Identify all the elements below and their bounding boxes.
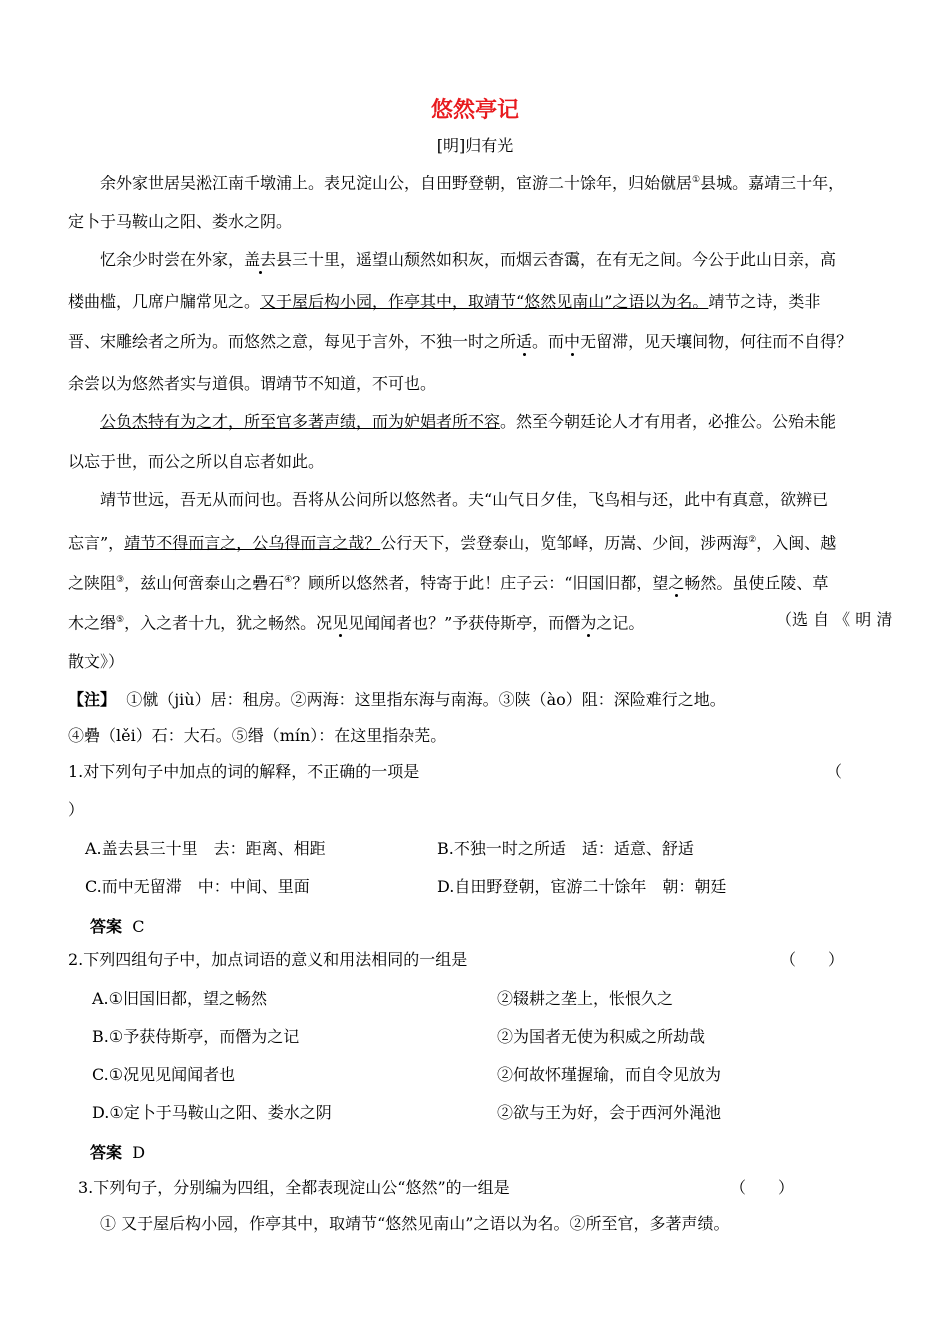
text: 见闻闻者也？”予获侍斯亭，而僭 [348,613,581,633]
text: ①僦（jiù）居：租房。②两海：这里指东海与南海。③陕（ào）阻：深险难行之地。 [126,690,726,709]
paragraph-3-line-1 [100,412,836,432]
paragraph-2-line-4: 余尝以为悠然者实与道俱。谓靖节不知道，不可也。 [68,374,437,393]
notes-line-1 [68,690,726,710]
question-1-answer [90,914,144,937]
footnote-marker: ④ [284,575,293,585]
question-2-option-c1: C.①况见见闻闻者也 [92,1065,236,1084]
dotted-word: 为 [580,613,597,633]
question-2-option-a2: ②辍耕之垄上，怅恨久之 [497,989,674,1008]
question-2-answer [90,1140,145,1163]
question-3-line-1: ① 又于屋后构小园，作亭其中，取靖节“悠然见南山”之语以为名。②所至官，多著声绩。 [100,1214,730,1233]
text: 木之缗 [68,613,117,633]
dotted-word: 适 [516,332,533,351]
text: 忆余少时尝在外家， [100,250,245,269]
text: 楼曲槛，几席户牖常见之。 [68,292,261,311]
source-citation: （选 自 《 明 清 [776,610,893,629]
footnote-marker: ② [748,535,757,545]
paragraph-4-line-5: 散文》） [68,652,125,671]
answer-label: 答案 [90,1143,123,1162]
paragraph-4-line-4 [68,610,644,633]
question-2-option-c2: ②何故怀瑾握瑜，而自令见放为 [497,1065,722,1084]
page-title: 悠然亭记 [430,98,519,123]
paragraph-1-line-2: 定卜于马鞍山之阳、娄水之阴。 [68,212,293,231]
paragraph-2-line-2 [68,292,820,312]
text: 忘言”， [68,533,125,553]
text: 。然至今朝廷论人才有用者，必推公。公殆未能 [500,412,837,431]
answer-value: C [132,917,145,936]
dotted-word: 见 [332,613,349,633]
notes-label: 【注】 [68,690,117,709]
footnote-marker: ⑤ [116,615,125,625]
text: ，入闽、越 [756,533,837,553]
text: 余外家世居吴淞江南千墩浦上。表兄淀山公，自田野登朝，宦游二十馀年，归始僦居 [100,173,693,193]
text: 公行天下，尝登泰山，览邹峄，历嵩、少间，涉两海 [380,533,749,553]
author-line: [明]归有光 [436,136,514,155]
text: ，兹山何啻泰山之礨石 [124,573,285,593]
question-2-option-d1: D.①定卜于马鞍山之阳、娄水之阴 [92,1103,332,1122]
dotted-word: 中 [564,332,581,351]
text: 晋、宋雕绘者之所为。而悠然之意，每见于言外，不独一时之所 [68,332,517,351]
underlined-sentence: 靖节不得而言之，公乌得而言之哉？ [124,533,381,553]
question-1-option-c: C.而中无留滞 中：中间、里面 [85,877,310,896]
answer-label: 答案 [90,917,123,936]
paragraph-3-line-2: 以忘于世，而公之所以自忘者如此。 [68,452,325,471]
text: 县城。嘉靖三十年， [700,173,845,193]
dotted-word: 盖去 [244,250,277,269]
answer-paren-close: ） [68,800,85,819]
paragraph-2-line-1 [100,250,836,270]
question-3-stem: 3.下列句子，分别编为四组，全都表现淀山公“悠然”的一组是 [78,1178,510,1197]
question-2-option-a1: A.①旧国旧都，望之畅然 [92,989,267,1008]
footnote-marker: ③ [116,575,125,585]
question-2-option-b1: B.①予获侍斯亭，而僭为之记 [92,1027,300,1046]
text: ？顾所以悠然者，特寄于此！庄子云：“旧国旧都，望 [292,573,669,593]
text: ，入之者十九，犹之畅然。况 [124,613,333,633]
question-1-option-b: B.不独一时之所适 适：适意、舒适 [437,839,694,858]
text: 靖节之诗，类非 [708,292,821,311]
answer-paren: （ ） [780,950,845,969]
paragraph-2-line-3 [68,332,852,352]
underlined-sentence: 又于屋后构小园，作亭其中，取靖节“悠然见南山”之语以为名。 [260,292,709,311]
text: 畅然。虽使丘陵、草 [684,573,829,593]
question-1-option-d: D.自田野登朝，宦游二十馀年 朝：朝廷 [437,877,727,896]
answer-paren: （ ） [730,1178,795,1197]
text: 县三十里，遥望山颓然如积灰，而烟云杳霭，在有无之间。今公于此山日亲，高 [276,250,837,269]
notes-line-2: ④礨（lěi）石：大石。⑤缗（mín）：在这里指杂芜。 [68,726,447,745]
paragraph-4-line-3 [68,570,828,593]
paragraph-4-line-2 [68,530,836,553]
question-2-option-b2: ②为国者无使为积威之所劫哉 [497,1027,706,1046]
text: 。而 [532,332,565,351]
question-1-option-a: A.盖去县三十里 去：距离、相距 [85,839,326,858]
question-2-option-d2: ②欲与王为好，会于西河外渑池 [497,1103,722,1122]
footnote-marker: ① [692,175,701,185]
text: 无留滞，见天壤间物，何往而不自得？ [580,332,853,351]
paragraph-1-line-1 [100,170,844,193]
underlined-sentence: 公负杰特有为之才，所至官多著声绩，而为妒娼者所不容 [100,412,501,431]
dotted-word: 之 [668,573,685,593]
text: 之陕阻 [68,573,117,593]
text: 之记。 [596,613,645,633]
paragraph-4-line-1: 靖节世远，吾无从而问也。吾将从公问所以悠然者。夫“山气日夕佳，飞鸟相与还，此中有真意，欲辨已 [100,490,829,509]
question-2-stem: 2.下列四组句子中，加点词语的意义和用法相同的一组是 [68,950,468,969]
question-1-stem: 1.对下列句子中加点的词的解释，不正确的一项是 [68,762,420,781]
answer-value: D [132,1143,146,1162]
answer-paren-open: （ [826,762,843,781]
